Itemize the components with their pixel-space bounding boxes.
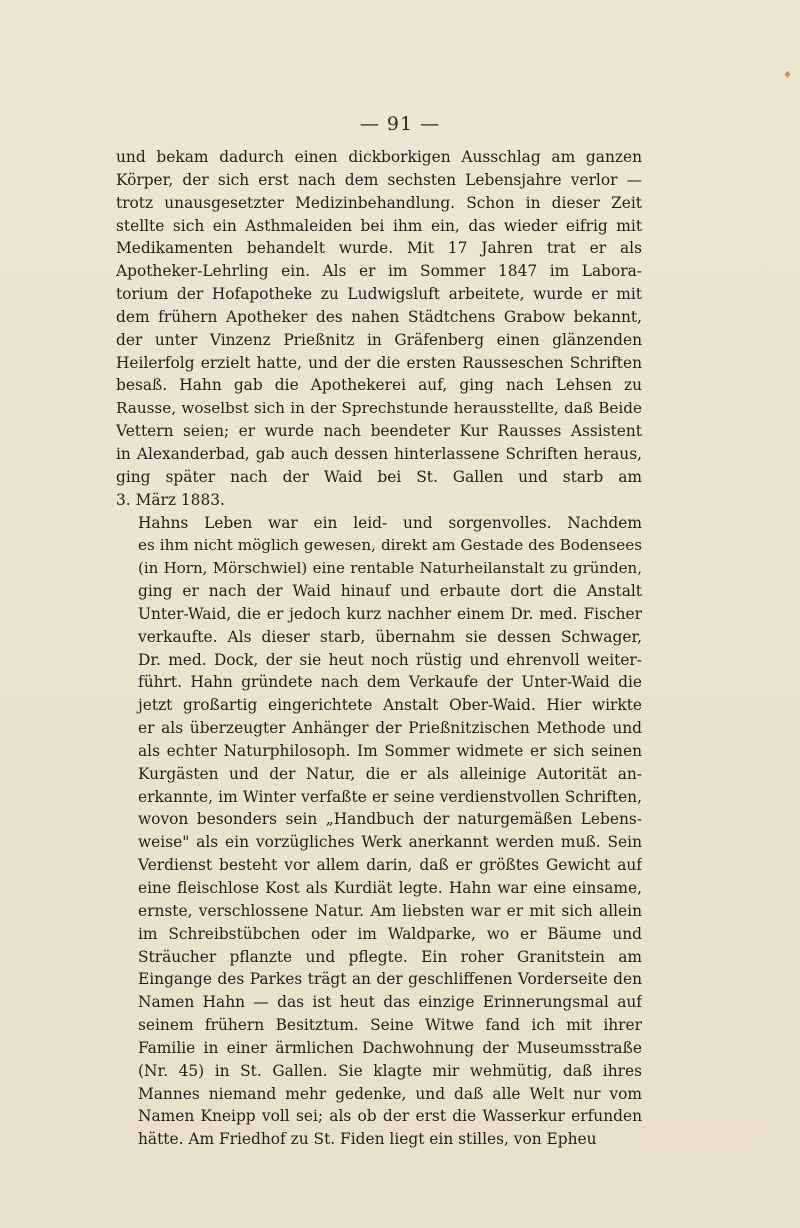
body-text	[116, 146, 642, 1151]
text-line: seinem frühern Besitztum. Seine Witwe fand ich mit ihrer	[138, 1016, 642, 1035]
text-line: Apotheker-Lehrling ein. Als er im Sommer 1847 im Labora-	[116, 262, 642, 281]
text-line: Medikamenten behandelt wurde. Mit 17 Jahren trat er als	[116, 239, 642, 258]
text-line: Verdienst besteht vor allem darin, daß er größtes Gewicht auf	[138, 856, 642, 875]
text-line: eine fleischlose Kost als Kurdiät legte. Hahn war eine einsame,	[138, 879, 642, 897]
text-line: der unter Vinzenz Prießnitz in Gräfenberg einen glänzenden	[116, 330, 642, 349]
text-line: torium der Hofapotheke zu Ludwigsluft arbeitete, wurde er mit	[116, 285, 642, 304]
text-line: Unter-Waid, die er jedoch kurz nachher einem Dr. med. Fischer	[138, 604, 642, 623]
text-line: stellte sich ein Asthmaleiden bei ihm ein, das wieder eifrig mit	[116, 216, 642, 235]
text-line: es ihm nicht möglich gewesen, direkt am Gestade des Bodensees	[138, 536, 642, 555]
text-line: trotz unausgesetzter Medizinbehandlung. Schon in dieser Zeit	[116, 193, 642, 212]
text-line: und bekam dadurch einen dickborkigen Ausschlag am ganzen	[116, 148, 642, 166]
text-line: als echter Naturphilosoph. Im Sommer widmete er sich seinen	[138, 741, 642, 760]
text-line: Familie in einer ärmlichen Dachwohnung der Museumsstraße	[138, 1038, 642, 1057]
paragraph	[116, 146, 642, 512]
text-line: ging er nach der Waid hinauf und erbaute dort die Anstalt	[138, 582, 642, 601]
text-line: 3. März 1883.	[116, 490, 225, 509]
text-line: (Nr. 45) in St. Gallen. Sie klagte mir wehmütig, daß ihres	[138, 1061, 642, 1080]
text-line: jetzt großartig eingerichtete Anstalt Ober-Waid. Hier wirkte	[138, 696, 642, 715]
text-line: Hahns Leben war ein leid- und sorgenvolles. Nachdem	[138, 513, 642, 532]
text-line: verkaufte. Als dieser starb, übernahm sie dessen Schwager,	[138, 627, 642, 646]
text-line: Dr. med. Dock, der sie heut noch rüstig und ehrenvoll weiter-	[138, 650, 642, 669]
text-line: führt. Hahn gründete nach dem Verkaufe der Unter-Waid die	[138, 673, 642, 692]
text-line: weise" als ein vorzügliches Werk anerkannt werden muß. Sein	[138, 833, 642, 852]
text-line: Körper, der sich erst nach dem sechsten Lebensjahre verlor —	[116, 170, 642, 189]
text-line: Sträucher pflanzte und pflegte. Ein roher Granitstein am	[138, 947, 642, 966]
text-line: im Schreibstübchen oder im Waldparke, wo er Bäume und	[138, 924, 642, 943]
text-line: hätte. Am Friedhof zu St. Fiden liegt ein stilles, von Epheu	[138, 1130, 597, 1149]
text-line: er als überzeugter Anhänger der Prießnitzischen Methode und	[138, 719, 642, 738]
text-line: dem frühern Apotheker des nahen Städtchens Grabow bekannt,	[116, 307, 642, 326]
text-line: Namen Kneipp voll sei; als ob der erst die Wasserkur erfunden	[138, 1107, 642, 1126]
text-line: Mannes niemand mehr gedenke, und daß alle Welt nur vom	[138, 1084, 642, 1103]
text-line: ging später nach der Waid bei St. Gallen und starb am	[116, 467, 642, 486]
text-line: Heilerfolg erzielt hatte, und der die ersten Rausseschen Schriften	[116, 353, 642, 372]
text-line: Rausse, woselbst sich in der Sprechstunde herausstellte, daß Beide	[116, 399, 642, 418]
text-line: Vettern seien; er wurde nach beendeter Kur Rausses Assistent	[116, 422, 642, 441]
page-number: — 91 —	[359, 113, 441, 135]
text-line: ernste, verschlossene Natur. Am liebsten war er mit sich allein	[138, 901, 642, 920]
text-line: Eingange des Parkes trägt an der geschliffenen Vorderseite den	[138, 970, 642, 989]
text-line: (in Horn, Mörschwiel) eine rentable Naturheilanstalt zu gründen,	[138, 559, 642, 578]
text-line: erkannte, im Winter verfaßte er seine verdienstvollen Schriften,	[138, 787, 642, 806]
corner-mark-icon: ♦	[783, 70, 792, 81]
text-line: in Alexanderbad, gab auch dessen hinterlassene Schriften heraus,	[116, 444, 642, 463]
paragraph	[116, 512, 642, 1152]
text-line: Kurgästen und der Natur, die er als alleinige Autorität an-	[138, 764, 642, 783]
text-line: Namen Hahn — das ist heut das einzige Erinnerungsmal auf	[138, 993, 642, 1012]
text-line: wovon besonders sein „Handbuch der naturgemäßen Lebens-	[138, 810, 642, 829]
text-line: besaß. Hahn gab die Apothekerei auf, ging nach Lehsen zu	[116, 376, 642, 395]
